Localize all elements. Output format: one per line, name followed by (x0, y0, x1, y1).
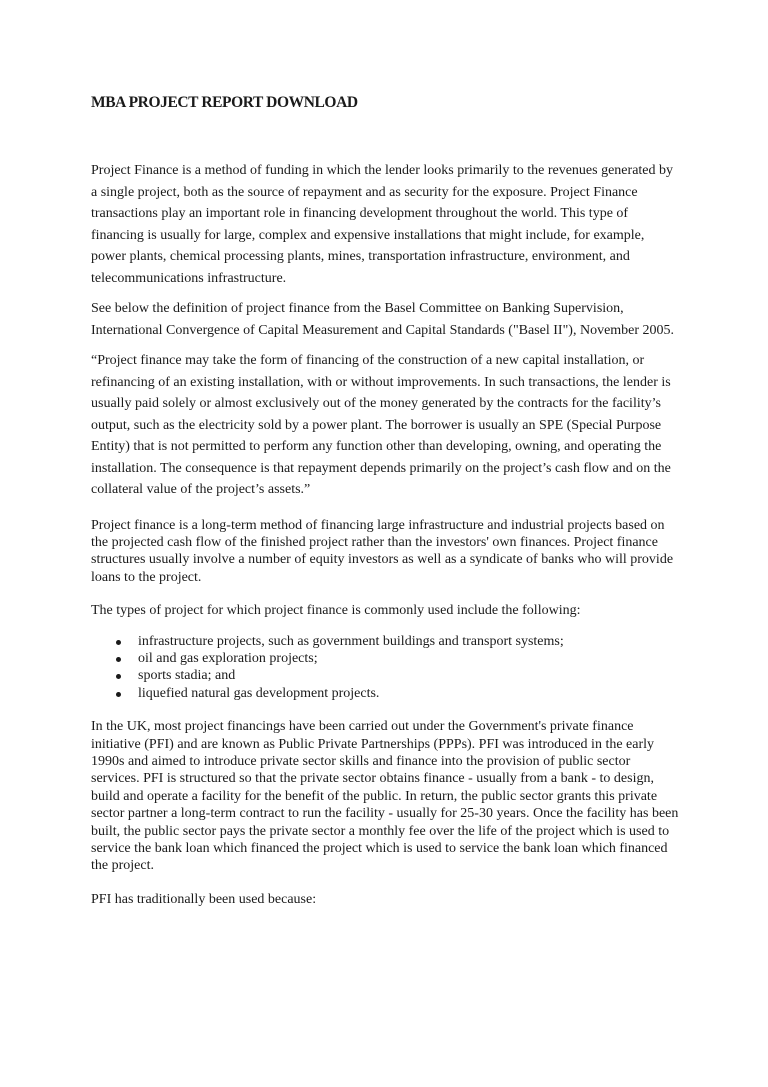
list-item: oil and gas exploration projects; (116, 650, 681, 667)
uk-pfi-paragraph: In the UK, most project financings have been carried out under the Government's private finance initiative (PFI) and are known as Public Private Partnerships (PPPs). PFI was introduced in the early 1990s and aimed to introduce private sector skills and finance into the provision of public sector services. PFI is structured so that the private sector obtains finance - usually from a bank - to design, build and operate a facility for the benefit of the public. In return, the public sector grants this private sector partner a long-term contract to run the facility - usually for 25-30 years. Once the facility has been built, the public sector pays the private sector a monthly fee over the life of the project which is used to service the bank loan which financed the project which is used to service the bank loan which financed the project. (91, 719, 679, 874)
pfi-usage-paragraph: PFI has traditionally been used because: (91, 891, 317, 907)
document-page (91, 93, 681, 908)
list-item: infrastructure projects, such as government buildings and transport systems; (116, 633, 681, 650)
list-item: sports stadia; and (116, 667, 681, 684)
intro-paragraph: Project Finance is a method of funding in which the lender looks primarily to the revenues generated by a single project, both as the source of repayment and as security for the exposure. Project Finance transactions play an important role in financing development throughout the world. This type of financing is usually for large, complex and expensive installations that might include, for example, power plants, chemical processing plants, mines, transportation infrastructure, environment, and telecommunications infrastructure. (91, 163, 674, 286)
list-item: liquefied natural gas development projects. (116, 685, 681, 702)
document-title: MBA PROJECT REPORT DOWNLOAD (91, 94, 358, 111)
basel-reference-paragraph: See below the definition of project finance from the Basel Committee on Banking Supervision, International Convergence of Capital Measurement and Capital Standards ("Basel II"), November 2005. (91, 301, 675, 338)
long-term-paragraph: Project finance is a long-term method of financing large infrastructure and industrial projects based on the projected cash flow of the finished project rather than the investors' own finances. Project finance structures usually involve a number of equity investors as well as a syndicate of banks who will provide loans to the project. (91, 517, 674, 585)
project-types-list (91, 633, 681, 703)
project-types-intro: The types of project for which project finance is commonly used include the following: (91, 603, 581, 619)
basel-quote-paragraph: “Project finance may take the form of financing of the construction of a new capital installation, or refinancing of an existing installation, with or without improvements. In such transactions, the lender is usually paid solely or almost exclusively out of the money generated by the contracts for the facility’s output, such as the electricity sold by a power plant. The borrower is usually an SPE (Special Purpose Entity) that is not permitted to perform any function other than developing, owning, and operating the installation. The consequence is that repayment depends primarily on the project’s cash flow and on the collateral value of the project’s assets.” (91, 353, 671, 497)
